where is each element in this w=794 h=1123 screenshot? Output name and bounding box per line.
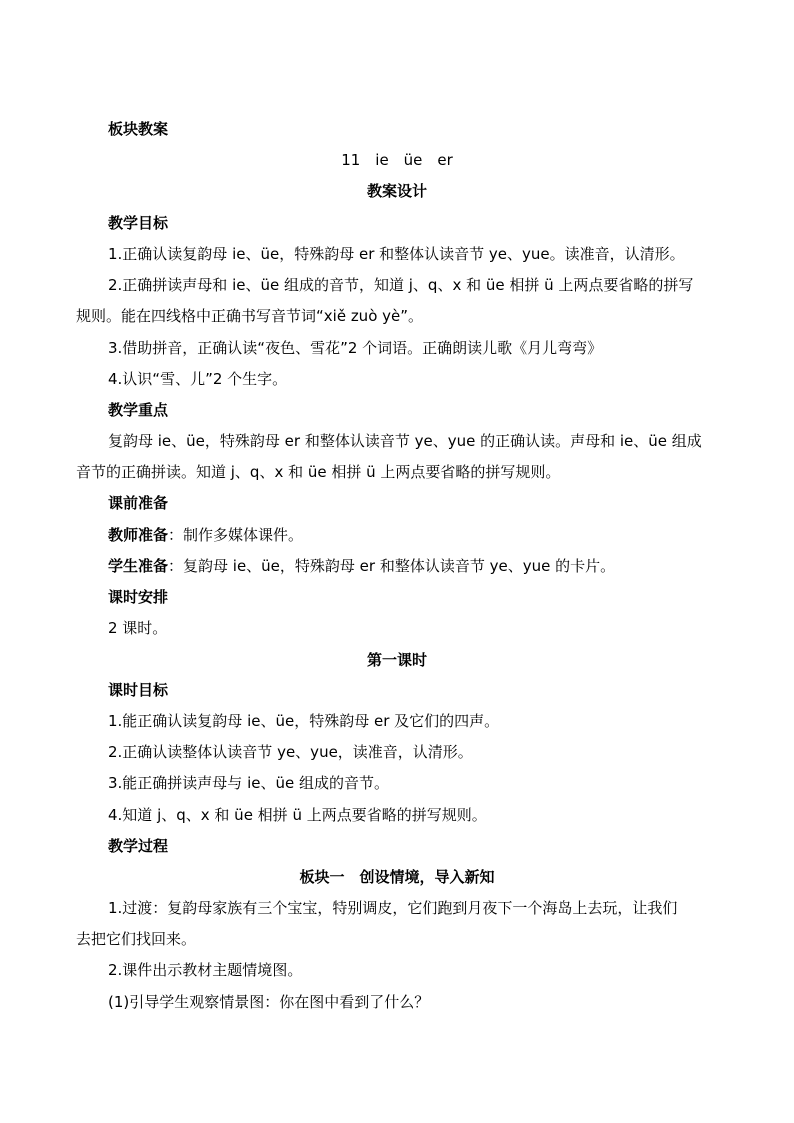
process-line: 去把它们找回来。 <box>76 930 197 948</box>
student-prep-text: ：复韵母 ie、üe，特殊韵母 er 和整体认读音节 ye、yue 的卡片。 <box>168 557 616 575</box>
teacher-prep-text: ：制作多媒体课件。 <box>168 526 304 544</box>
lesson-goal-line: 2.正确认读整体认读音节 ye、yue，读准音，认清形。 <box>108 743 473 761</box>
goal-line: 3.借助拼音，正确认读“夜色、雪花”2 个词语。正确朗读儿歌《月儿弯弯》 <box>108 339 603 357</box>
student-prep <box>108 556 794 576</box>
block1-title: 板块一 创设情境，导入新知 <box>299 868 495 886</box>
first-lesson-title: 第一课时 <box>366 651 427 669</box>
lesson-goal-line: 3.能正确拼读声母与 ie、üe 组成的音节。 <box>108 774 389 792</box>
process-line: 1.过渡：复韵母家族有三个宝宝，特别调皮，它们跑到月夜下一个海岛上去玩，让我们 <box>108 899 678 917</box>
process-heading: 教学过程 <box>108 837 169 855</box>
process-line: 2.课件出示教材主题情境图。 <box>108 961 303 979</box>
schedule-text: 2 课时。 <box>108 619 168 637</box>
lesson-goals-heading: 课时目标 <box>108 681 169 699</box>
teacher-prep-label: 教师准备 <box>108 526 169 544</box>
header-label: 板块教案 <box>108 120 169 138</box>
lesson-goal-line: 4.知道 j、q、x 和 üe 相拼 ü 上两点要省略的拼写规则。 <box>108 806 487 824</box>
design-title: 教案设计 <box>366 182 427 200</box>
process-line: (1)引导学生观察情景图：你在图中看到了什么？ <box>108 993 430 1011</box>
focus-line: 音节的正确拼读。知道 j、q、x 和 üe 相拼 ü 上两点要省略的拼写规则。 <box>76 463 561 481</box>
goal-line: 规则。能在四线格中正确书写音节词“xiě zuò yè”。 <box>76 307 424 325</box>
lesson-goal-line: 1.能正确认读复韵母 ie、üe，特殊韵母 er 及它们的四声。 <box>108 712 500 730</box>
focus-heading: 教学重点 <box>108 401 169 419</box>
prep-heading: 课前准备 <box>108 494 169 512</box>
goals-heading: 教学目标 <box>108 214 169 232</box>
focus-line: 复韵母 ie、üe，特殊韵母 er 和整体认读音节 ye、yue 的正确认读。声母和 ie、üe 组成 <box>108 432 702 450</box>
goal-line: 4.认识“雪、儿”2 个生字。 <box>108 370 288 388</box>
teacher-prep <box>108 525 794 545</box>
goal-line: 2.正确拼读声母和 ie、üe 组成的音节，知道 j、q、x 和 üe 相拼 ü 上两点要省略的拼写 <box>108 276 694 294</box>
schedule-heading: 课时安排 <box>108 588 169 606</box>
goal-line: 1.正确认读复韵母 ie、üe，特殊韵母 er 和整体认读音节 ye、yue。读准音，认清形。 <box>108 245 685 263</box>
student-prep-label: 学生准备 <box>108 557 169 575</box>
lesson-title: 11 ie üe er <box>341 151 453 169</box>
